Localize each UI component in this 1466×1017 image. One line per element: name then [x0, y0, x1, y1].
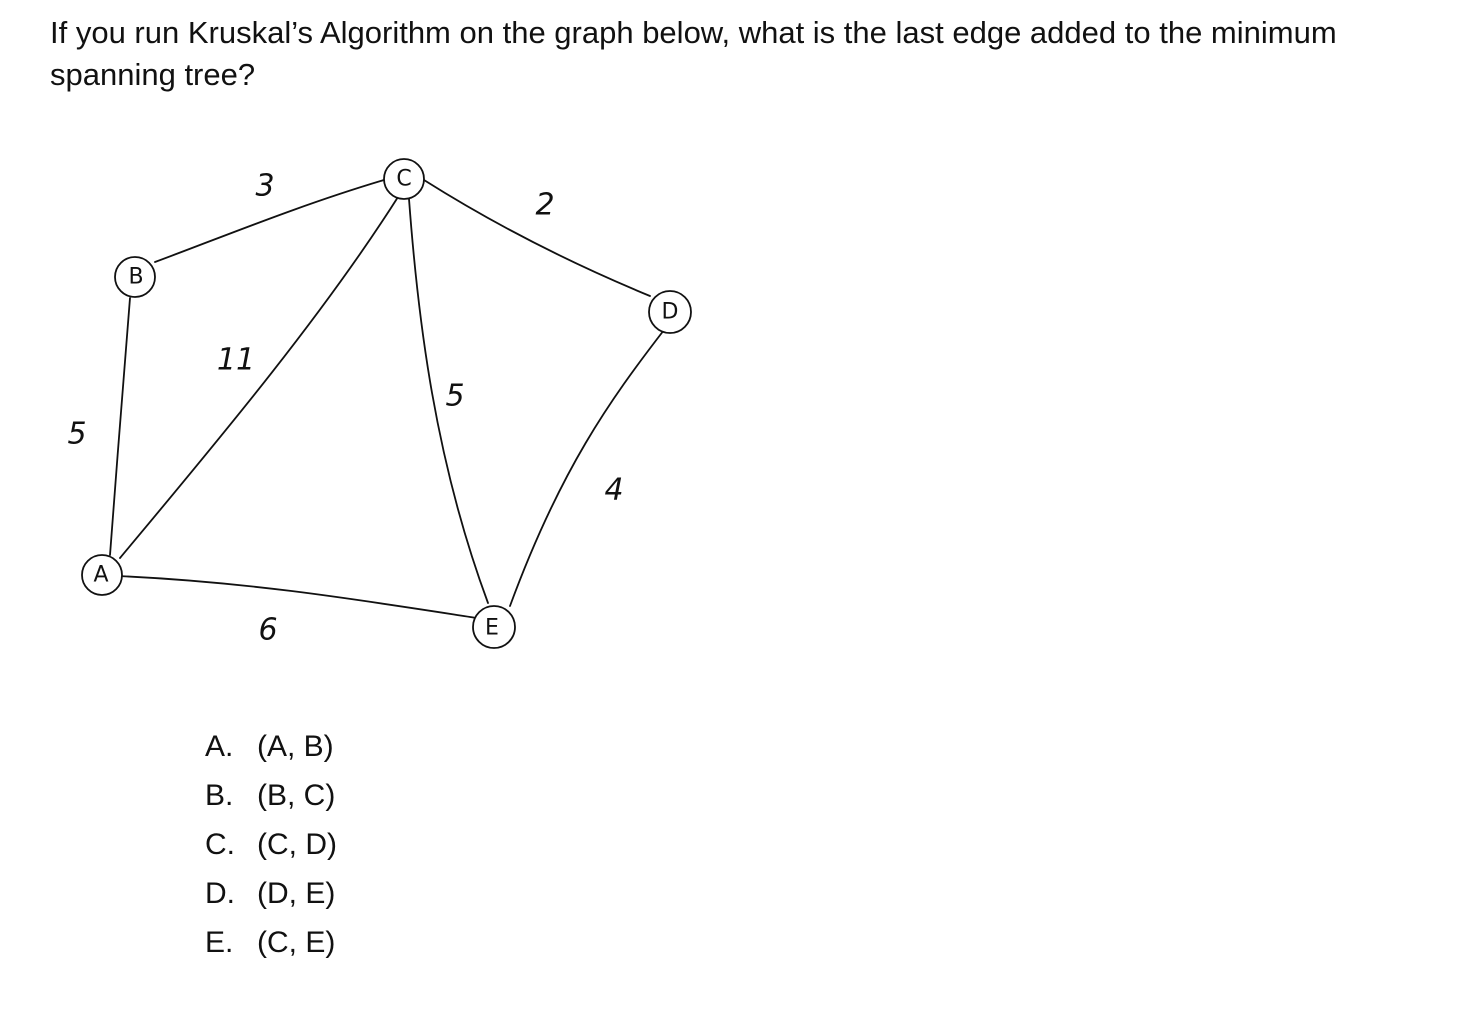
- node-label-b: B: [128, 264, 144, 290]
- option-d[interactable]: [205, 869, 337, 918]
- option-text: (A, B): [257, 730, 334, 763]
- weight-c-d: 2: [535, 187, 555, 223]
- weight-a-c: 11: [216, 342, 256, 378]
- edge-a-e: [118, 576, 477, 618]
- node-label-a: A: [93, 562, 109, 588]
- option-letter: C.: [205, 828, 235, 861]
- option-letter: E.: [205, 926, 234, 959]
- option-text: (C, E): [257, 926, 336, 959]
- weight-a-e: 6: [258, 612, 278, 648]
- option-c[interactable]: [205, 820, 337, 869]
- node-a: [82, 555, 122, 595]
- option-text: (C, D): [257, 828, 337, 861]
- node-e: [473, 606, 515, 648]
- weight-b-c: 3: [255, 168, 275, 204]
- option-text: (D, E): [257, 877, 336, 910]
- node-c: [384, 159, 424, 199]
- option-a[interactable]: [205, 722, 337, 771]
- weight-c-e: 5: [445, 378, 465, 414]
- option-letter: D.: [205, 877, 235, 910]
- edge-a-c: [120, 197, 398, 558]
- option-b[interactable]: [205, 771, 337, 820]
- edge-a-b: [110, 298, 130, 555]
- answer-options: [205, 722, 337, 967]
- weight-d-e: 4: [604, 472, 624, 508]
- weight-a-b: 5: [67, 416, 87, 452]
- option-e[interactable]: [205, 918, 337, 967]
- edge-d-e: [510, 330, 664, 606]
- node-label-d: D: [661, 299, 679, 325]
- option-text: (B, C): [257, 779, 336, 812]
- option-letter: A.: [205, 730, 234, 763]
- node-label-c: C: [396, 166, 412, 192]
- question-text: If you run Kruskal’s Algorithm on the graph below, what is the last edge added to the minimum spanning tree?: [50, 15, 1337, 92]
- option-letter: B.: [205, 779, 234, 812]
- node-d: [649, 291, 691, 333]
- node-label-e: E: [485, 615, 499, 641]
- node-b: [115, 257, 155, 297]
